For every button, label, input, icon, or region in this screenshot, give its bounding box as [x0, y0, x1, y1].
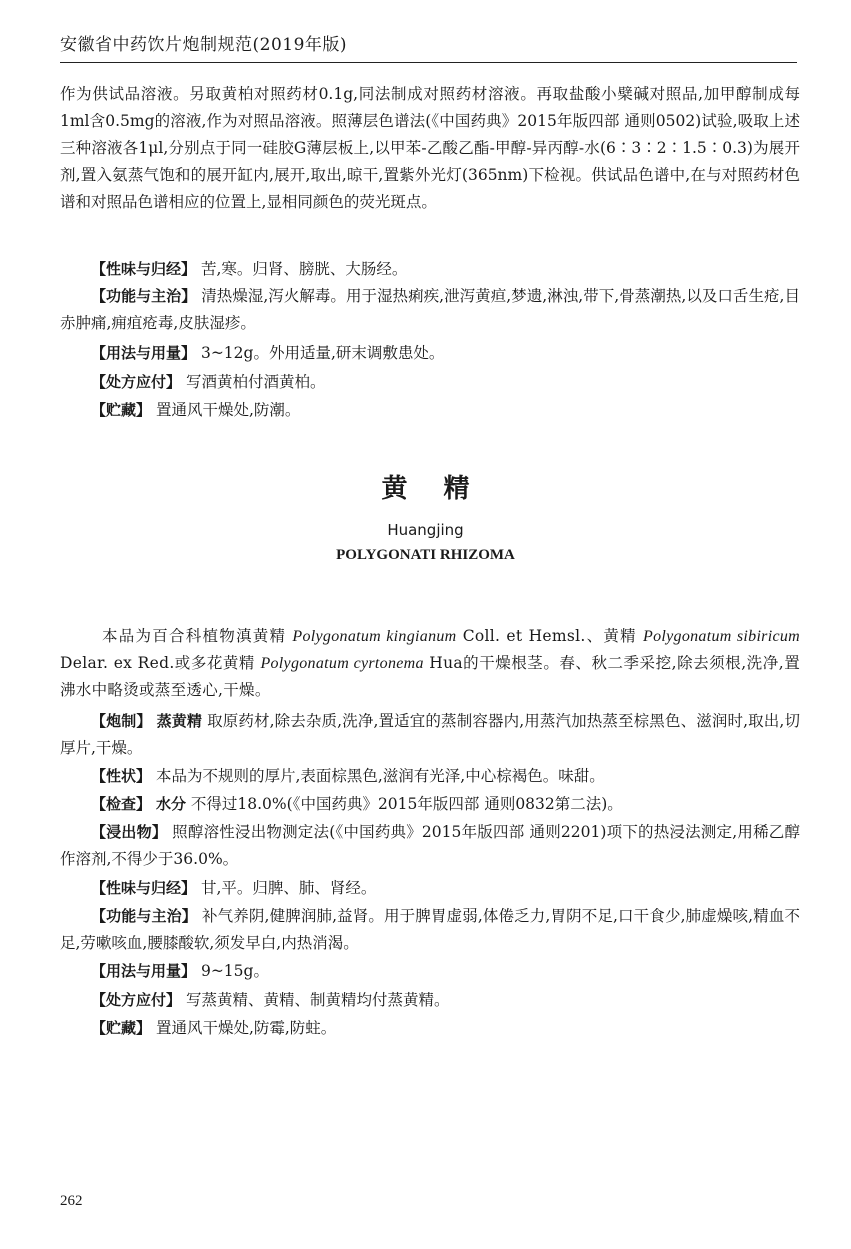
- species-name: Polygonatum kingianum: [292, 628, 457, 645]
- section-sublabel: 水分: [155, 795, 186, 813]
- section-label: 【功能与主治】: [91, 907, 197, 925]
- section-label: 【浸出物】: [91, 823, 168, 841]
- prev-storage-section: [60, 397, 831, 424]
- nature-section: [60, 875, 831, 902]
- check-section: [60, 791, 831, 818]
- storage-section: [60, 1015, 831, 1042]
- section-text: 置通风干燥处,防潮。: [155, 401, 301, 419]
- prev-identification-text: 作为供试品溶液。另取黄柏对照药材0.1g,同法制成对照药材溶液。再取盐酸小檗碱对照品,加甲醇制成每1ml含0.5mg的溶液,作为对照品溶液。照薄层色谱法(《中国药典》2015年版四部 通则0502)试验,吸取上述三种溶液各1μl,分别点于同一硅胶G薄层板上,以甲苯-乙酸乙酯-甲醇-异丙醇-水(6∶3∶2∶1.5∶0.3)为展开剂,置入氨蒸气饱和的展开缸内,展开,取出,晾干,置紫外光灯(365nm)下检视。供试品色谱中,在与对照药材色谱和对照品色谱相应的位置上,显相同颜色的荧光斑点。: [60, 85, 800, 211]
- prev-nature-section: [60, 256, 831, 283]
- species-name: Polygonatum cyrtonema: [260, 655, 424, 672]
- section-text: 清热燥湿,泻火解毒。用于湿热痢疾,泄泻黄疸,梦遗,淋浊,带下,骨蒸潮热,以及口舌生疮,目赤肿痛,痈疽疮毒,皮肤湿疹。: [60, 287, 800, 332]
- species-name: Polygonatum sibiricum: [643, 628, 801, 645]
- section-label: 【炮制】: [91, 712, 152, 730]
- section-text: 置通风干燥处,防霉,防蛀。: [155, 1019, 337, 1037]
- section-text: 写蒸黄精、黄精、制黄精均付蒸黄精。: [185, 991, 450, 1009]
- section-text: 甘,平。归脾、肺、肾经。: [200, 879, 377, 897]
- section-label: 【性味与归经】: [91, 260, 197, 278]
- section-label: 【检查】: [91, 795, 152, 813]
- usage-section: [60, 958, 831, 985]
- section-label: 【贮藏】: [91, 401, 152, 419]
- intro-text: Hua的干燥根茎。春、秋二季采挖,除去须根,洗净,置沸水中略烫或蒸至透心,干燥。: [60, 654, 800, 699]
- function-section: [60, 903, 800, 957]
- character-section: [60, 763, 831, 790]
- section-text: 照醇溶性浸出物测定法(《中国药典》2015年版四部 通则2201)项下的热浸法测定,用稀乙醇作溶剂,不得少于36.0%。: [60, 823, 800, 868]
- section-label: 【性味与归经】: [91, 879, 197, 897]
- running-header: 安徽省中药饮片炮制规范(2019年版): [60, 35, 348, 55]
- entry-title: 黄精: [381, 474, 506, 504]
- processing-section: [60, 708, 800, 762]
- section-label: 【性状】: [91, 767, 152, 785]
- entry-latin-name: POLYGONATI RHIZOMA: [336, 547, 515, 563]
- section-text: 3~12g。外用适量,研末调敷患处。: [200, 344, 445, 362]
- section-text: 苦,寒。归肾、膀胱、大肠经。: [200, 260, 408, 278]
- header-rule: [60, 62, 797, 63]
- section-label: 【处方应付】: [91, 373, 182, 391]
- prev-usage-section: [60, 340, 831, 367]
- section-text: 写酒黄柏付酒黄柏。: [185, 373, 326, 391]
- section-text: 不得过18.0%(《中国药典》2015年版四部 通则0832第二法)。: [190, 795, 623, 813]
- section-label: 【贮藏】: [91, 1019, 152, 1037]
- section-label: 【处方应付】: [91, 991, 182, 1009]
- section-sublabel: 蒸黄精: [156, 712, 202, 730]
- intro-text: Delar. ex Red.或多花黄精: [60, 654, 255, 672]
- section-text: 取原药材,除去杂质,洗净,置适宜的蒸制容器内,用蒸汽加热蒸至棕黑色、滋润时,取出,切厚片,干燥。: [60, 712, 800, 757]
- section-label: 【用法与用量】: [91, 962, 197, 980]
- extract-section: [60, 819, 800, 873]
- section-label: 【功能与主治】: [91, 287, 197, 305]
- prescription-section: [60, 987, 831, 1014]
- page-number: 262: [60, 1193, 83, 1209]
- entry-intro: [60, 623, 800, 704]
- intro-text: Coll. et Hemsl.、黄精: [462, 627, 637, 645]
- section-text: 本品为不规则的厚片,表面棕黑色,滋润有光泽,中心棕褐色。味甜。: [155, 767, 605, 785]
- prev-function-section: [60, 283, 800, 337]
- intro-text: 本品为百合科植物滇黄精: [102, 627, 287, 645]
- entry-pinyin: Huangjing: [387, 521, 464, 539]
- section-text: 补气养阴,健脾润肺,益肾。用于脾胃虚弱,体倦乏力,胃阴不足,口干食少,肺虚燥咳,精血不足,劳嗽咳血,腰膝酸软,须发早白,内热消渴。: [60, 907, 800, 952]
- section-label: 【用法与用量】: [91, 344, 197, 362]
- prev-prescription-section: [60, 369, 831, 396]
- section-text: 9~15g。: [200, 962, 269, 980]
